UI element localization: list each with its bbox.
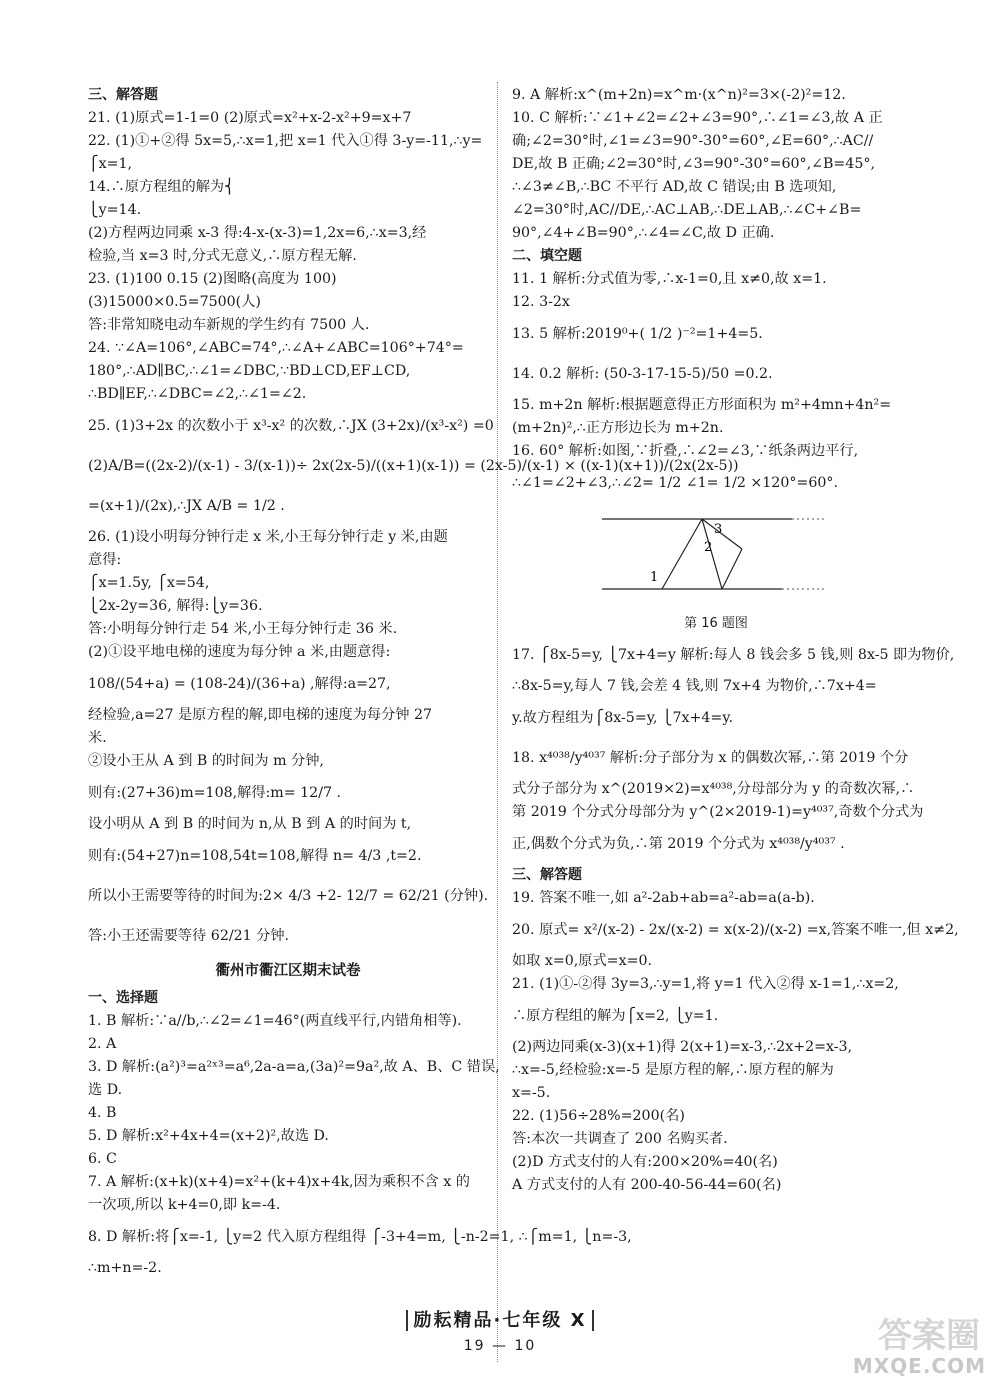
text-line: 21. (1)①-②得 3y=3,∴y=1,将 y=1 代入②得 x-1=1,∴x=2, (512, 976, 899, 992)
text-line: 一次项,所以 k+4=0,即 k=-4. (88, 1197, 281, 1213)
text-line: 13. 5 解析:2019⁰+( 1/2 )⁻²=1+4=5. (512, 326, 763, 342)
text-line: 所以小王需要等待的时间为:2× 4/3 +2- 12/7 = 62/21 (分钟). (88, 888, 489, 904)
text-line: 4. B (88, 1105, 117, 1121)
text-line: y.故方程组为⎧8x-5=y, ⎩7x+4=y. (512, 710, 733, 726)
text-line: 25. (1)3+2x 的次数小于 x³-x² 的次数,∴JX (3+2x)/(x³-x²) =0 (88, 418, 494, 434)
text-line: ∴∠3≠∠B,∴BC 不平行 AD,故 C 错误;由 B 选项知, (512, 179, 837, 195)
text-line: 检验,当 x=3 时,分式无意义,∴原方程无解. (88, 248, 357, 264)
text-line: 1. B 解析:∵a//b,∴∠2=∠1=46°(两直线平行,内错角相等). (88, 1013, 462, 1029)
fold-diagram (602, 509, 832, 597)
exam-title: 衢州市衢江区期末试卷 (215, 963, 361, 979)
text-line: 180°,∴AD∥BC,∴∠1=∠DBC,∵BD⊥CD,EF⊥CD, (88, 363, 411, 379)
text-line: 11. 1 解析:分式值为零,∴x-1=0,且 x≠0,故 x=1. (512, 271, 827, 287)
text-line: (2)①设平地电梯的速度为每分钟 a 米,由题意得: (88, 644, 391, 660)
watermark-url: MXQE.COM (852, 1354, 986, 1378)
text-line: 90°,∠4+∠B=90°,∴∠4=∠C,故 D 正确. (512, 225, 775, 241)
text-line: ∴m+n=-2. (88, 1260, 162, 1276)
text-line: ⎩2x-2y=36, 解得:⎩y=36. (88, 598, 263, 614)
text-line: 则有:(27+36)m=108,解得:m= 12/7 . (88, 785, 342, 801)
figure-caption: 第 16 题图 (684, 616, 748, 631)
text-line: (3)15000×0.5=7500(人) (88, 294, 261, 310)
text-line: 5. D 解析:x²+4x+4=(x+2)²,故选 D. (88, 1128, 329, 1144)
text-line: 10. C 解析:∵∠1+∠2=∠2+∠3=90°,∴∠1=∠3,故 A 正 (512, 110, 883, 126)
text-line: 则有:(54+27)n=108,54t=108,解得 n= 4/3 ,t=2. (88, 848, 422, 864)
text-line: ∠2=30°时,AC//DE,∴AC⊥AB,∴DE⊥AB,∴∠C+∠B= (512, 202, 862, 218)
text-line: 17. ⎧8x-5=y, ⎩7x+4=y 解析:每人 8 钱会多 5 钱,则 8x-5 即为物价, (512, 647, 955, 663)
book-brand: 励耘精品·七年级 X (406, 1310, 595, 1331)
text-line: ⎩y=14. (88, 202, 142, 218)
text-line: =(x+1)/(2x),∴JX A/B = 1/2 . (88, 498, 285, 514)
text-line: 答:小王还需要等待 62/21 分钟. (88, 928, 290, 944)
figure-16 (512, 503, 920, 613)
text-line: ∴原方程组的解为⎧x=2, ⎩y=1. (512, 1008, 719, 1024)
text-line: 6. C (88, 1151, 117, 1167)
text-line: ⎧x=1, (88, 156, 133, 172)
watermark-logo-text: 答案圈 (878, 1316, 980, 1356)
text-line: ∴BD∥EF,∴∠DBC=∠2,∴∠1=∠2. (88, 386, 307, 402)
text-line: 18. x⁴⁰³⁸/y⁴⁰³⁷ 解析:分子部分为 x 的偶数次幂,∴第 2019 个分 (512, 750, 909, 766)
text-line: (2)D 方式支付的人有:200×20%=40(名) (512, 1154, 778, 1170)
angle-label-1: 1 (650, 570, 659, 585)
right-column-bottom (512, 635, 959, 1197)
text-line: 9. A 解析:x^(m+2n)=x^m·(x^n)²=3×(-2)²=12. (512, 87, 846, 103)
text-line: 如取 x=0,原式=x=0. (512, 953, 652, 969)
text-line: 3. D 解析:(a²)³=a²ˣ³=a⁶,2a-a=a,(3a)²=9a²,故 A、B、C 错误, (88, 1059, 500, 1075)
section-heading: 三、解答题 (88, 87, 158, 103)
text-line: 21. (1)原式=1-1=0 (2)原式=x²+x-2-x²+9=x+7 (88, 110, 412, 126)
right-column-top (512, 84, 920, 503)
text-line: (m+2n)²,∴正方形边长为 m+2n. (512, 420, 724, 436)
text-line: ②设小王从 A 到 B 的时间为 m 分钟, (88, 753, 324, 769)
page-number: 19 — 10 (463, 1338, 537, 1354)
text-line: 意得: (88, 552, 122, 568)
text-line: x=-5. (512, 1085, 551, 1101)
text-line: 设小明从 A 到 B 的时间为 n,从 B 到 A 的时间为 t, (88, 816, 412, 832)
text-line: 14.∴原方程组的解为⎨ (88, 179, 235, 195)
text-line: 米. (88, 730, 107, 746)
text-line: 答:本次一共调查了 200 名购买者. (512, 1131, 728, 1147)
text-line: 22. (1)56÷28%=200(名) (512, 1108, 685, 1124)
column-divider (497, 82, 498, 1362)
text-line: 24. ∵∠A=106°,∠ABC=74°,∴∠A+∠ABC=106°+74°= (88, 340, 464, 356)
text-line: A 方式支付的人有 200-40-56-44=60(名) (512, 1177, 782, 1193)
angle-label-3: 3 (714, 522, 723, 537)
text-line: (2)方程两边同乘 x-3 得:4-x-(x-3)=1,2x=6,∴x=3,经 (88, 225, 427, 241)
text-line: 答:非常知晓电动车新规的学生约有 7500 人. (88, 317, 370, 333)
text-line: 20. 原式= x²/(x-2) - 2x/(x-2) = x(x-2)/(x-2) =x,答案不唯一,但 x≠2, (512, 922, 959, 938)
text-line: 19. 答案不唯一,如 a²-2ab+ab=a²-ab=a(a-b). (512, 890, 815, 906)
text-line: ∴x=-5,经检验:x=-5 是原方程的解,∴原方程的解为 (512, 1062, 834, 1078)
text-line: 7. A 解析:(x+k)(x+4)=x²+(k+4)x+4k,因为乘积不含 x 的 (88, 1174, 470, 1190)
text-line: (2)两边同乘(x-3)(x+1)得 2(x+1)=x-3,∴2x+2=x-3, (512, 1039, 853, 1055)
text-line: 108/(54+a) = (108-24)/(36+a) ,解得:a=27, (88, 676, 391, 692)
text-line: 16. 60° 解析:如图,∵折叠,∴∠2=∠3,∵纸条两边平行, (512, 443, 859, 459)
text-line: (2)A/B=((2x-2)/(x-1) - 3/(x-1))÷ 2x(2x-5)/((x+1)(x-1)) = (2x-5)/(x-1) × ((x-1)(x+1))/(2x(2x-5)) (88, 458, 739, 474)
text-line: 式分子部分为 x^(2019×2)=x⁴⁰³⁸,分母部分为 y 的奇数次幂,∴ (512, 781, 915, 797)
text-line: 第 2019 个分式分母部分为 y^(2×2019-1)=y⁴⁰³⁷,奇数个分式为 (512, 804, 924, 820)
text-line: ∴∠1=∠2+∠3,∴∠2= 1/2 ∠1= 1/2 ×120°=60°. (512, 475, 838, 491)
text-line: ⎧x=1.5y, ⎧x=54, (88, 575, 210, 591)
text-line: 经检验,a=27 是原方程的解,即电梯的速度为每分钟 27 (88, 707, 433, 723)
text-line: ∴8x-5=y,每人 7 钱,会差 4 钱,则 7x+4 为物价,∴7x+4= (512, 678, 877, 694)
text-line: 答:小明每分钟行走 54 米,小王每分钟行走 36 米. (88, 621, 398, 637)
text-line: 确;∠2=30°时,∠1=∠3=90°-30°=60°,∠E=60°,∴AC// (512, 133, 874, 149)
text-line: DE,故 B 正确;∠2=30°时,∠3=90°-30°=60°,∠B=45°, (512, 156, 875, 172)
text-line: 15. m+2n 解析:根据题意得正方形面积为 m²+4mn+4n²= (512, 397, 892, 413)
angle-label-2: 2 (704, 540, 713, 555)
site-watermark (800, 1300, 990, 1380)
right-column (512, 84, 959, 1197)
text-line: 正,偶数个分式为负,∴第 2019 个分式为 x⁴⁰³⁸/y⁴⁰³⁷ . (512, 836, 845, 852)
text-line: 22. (1)①+②得 5x=5,∴x=1,把 x=1 代入①得 3-y=-11,∴y= (88, 133, 483, 149)
text-line: 14. 0.2 解析: (50-3-17-15-5)/50 =0.2. (512, 366, 773, 382)
text-line: 26. (1)设小明每分钟行走 x 米,小王每分钟行走 y 米,由题 (88, 529, 448, 545)
section-heading: 三、解答题 (512, 867, 582, 883)
text-line: 2. A (88, 1036, 117, 1052)
section-heading: 二、填空题 (512, 248, 582, 264)
text-line: 选 D. (88, 1082, 123, 1098)
text-line: 8. D 解析:将⎧x=-1, ⎩y=2 代入原方程组得 ⎧-3+4=m, ⎩-n-2=1, ∴⎧m=1, ⎩n=-3, (88, 1229, 632, 1245)
text-line: 12. 3-2x (512, 294, 570, 310)
section-heading: 一、选择题 (88, 990, 158, 1006)
text-line: 23. (1)100 0.15 (2)图略(高度为 100) (88, 271, 337, 287)
